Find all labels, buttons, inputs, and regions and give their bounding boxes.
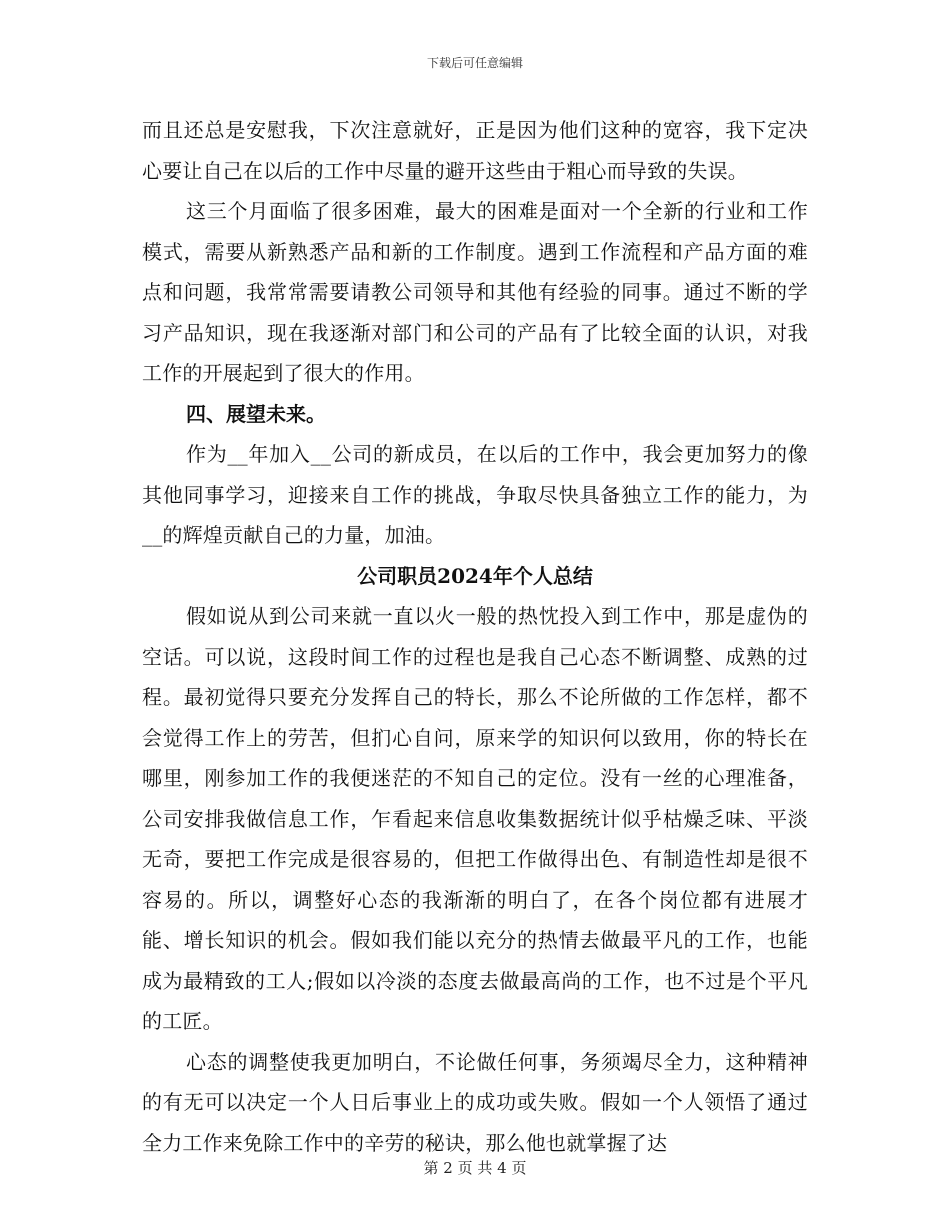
paragraph-continuation: 而且还总是安慰我，下次注意就好，正是因为他们这种的宽容，我下定决心要让自己在以后的工作中尽量的避开这些由于粗心而导致的失误。 <box>142 118 808 183</box>
paragraph-attitude: 假如说从到公司来就一直以火一般的热忱投入到工作中，那是虚伪的空话。可以说，这段时间工作的过程也是我自己心态不断调整、成熟的过程。最初觉得只要充分发挥自己的特长，那么不论所做的工作怎样，都不会觉得工作上的劳苦，但扪心自问，原来学的知识何以致用，你的特长在哪里，刚参加工作的我便迷茫的不知自己的定位。没有一丝的心理准备，公司安排我做信息工作，乍看起来信息收集数据统计似乎枯燥乏味、平淡无奇，要把工作完成是很容易的，但把工作做得出色、有制造性却是很不容易的。所以，调整好心态的我渐渐的明白了，在各个岗位都有进展才能、增长知识的机会。假如我们能以充分的热情去做最平凡的工作，也能成为最精致的工人;假如以冷淡的态度去做最高尚的工作，也不过是个平凡的工匠。 <box>142 604 808 1033</box>
section-heading-future: 四、展望未来。 <box>186 401 326 426</box>
paragraph-new-member: 作为__年加入__公司的新成员，在以后的工作中，我会更加努力的像其他同事学习，迎接来自工作的挑战，争取尽快具备独立工作的能力，为__的辉煌贡献自己的力量，加油。 <box>142 442 808 547</box>
document-body <box>142 110 808 1163</box>
document-title: 公司职员2024年个人总结 <box>357 563 593 588</box>
page-footer: 第 2 页 共 4 页 <box>423 1159 527 1177</box>
paragraph-mindset: 心态的调整使我更加明白，不论做任何事，务须竭尽全力，这种精神的有无可以决定一个人日后事业上的成功或失败。假如一个人领悟了通过全力工作来免除工作中的辛劳的秘诀，那么他也就掌握了达 <box>142 1049 808 1155</box>
paragraph-difficulties: 这三个月面临了很多困难，最大的困难是面对一个全新的行业和工作模式，需要从新熟悉产品和新的工作制度。遇到工作流程和产品方面的难点和问题，我常常需要请教公司领导和其他有经验的同事。通过不断的学习产品知识，现在我逐渐对部门和公司的产品有了比较全面的认识，对我工作的开展起到了很大的作用。 <box>142 199 808 385</box>
page-header: 下载后可任意编辑 <box>426 56 523 70</box>
